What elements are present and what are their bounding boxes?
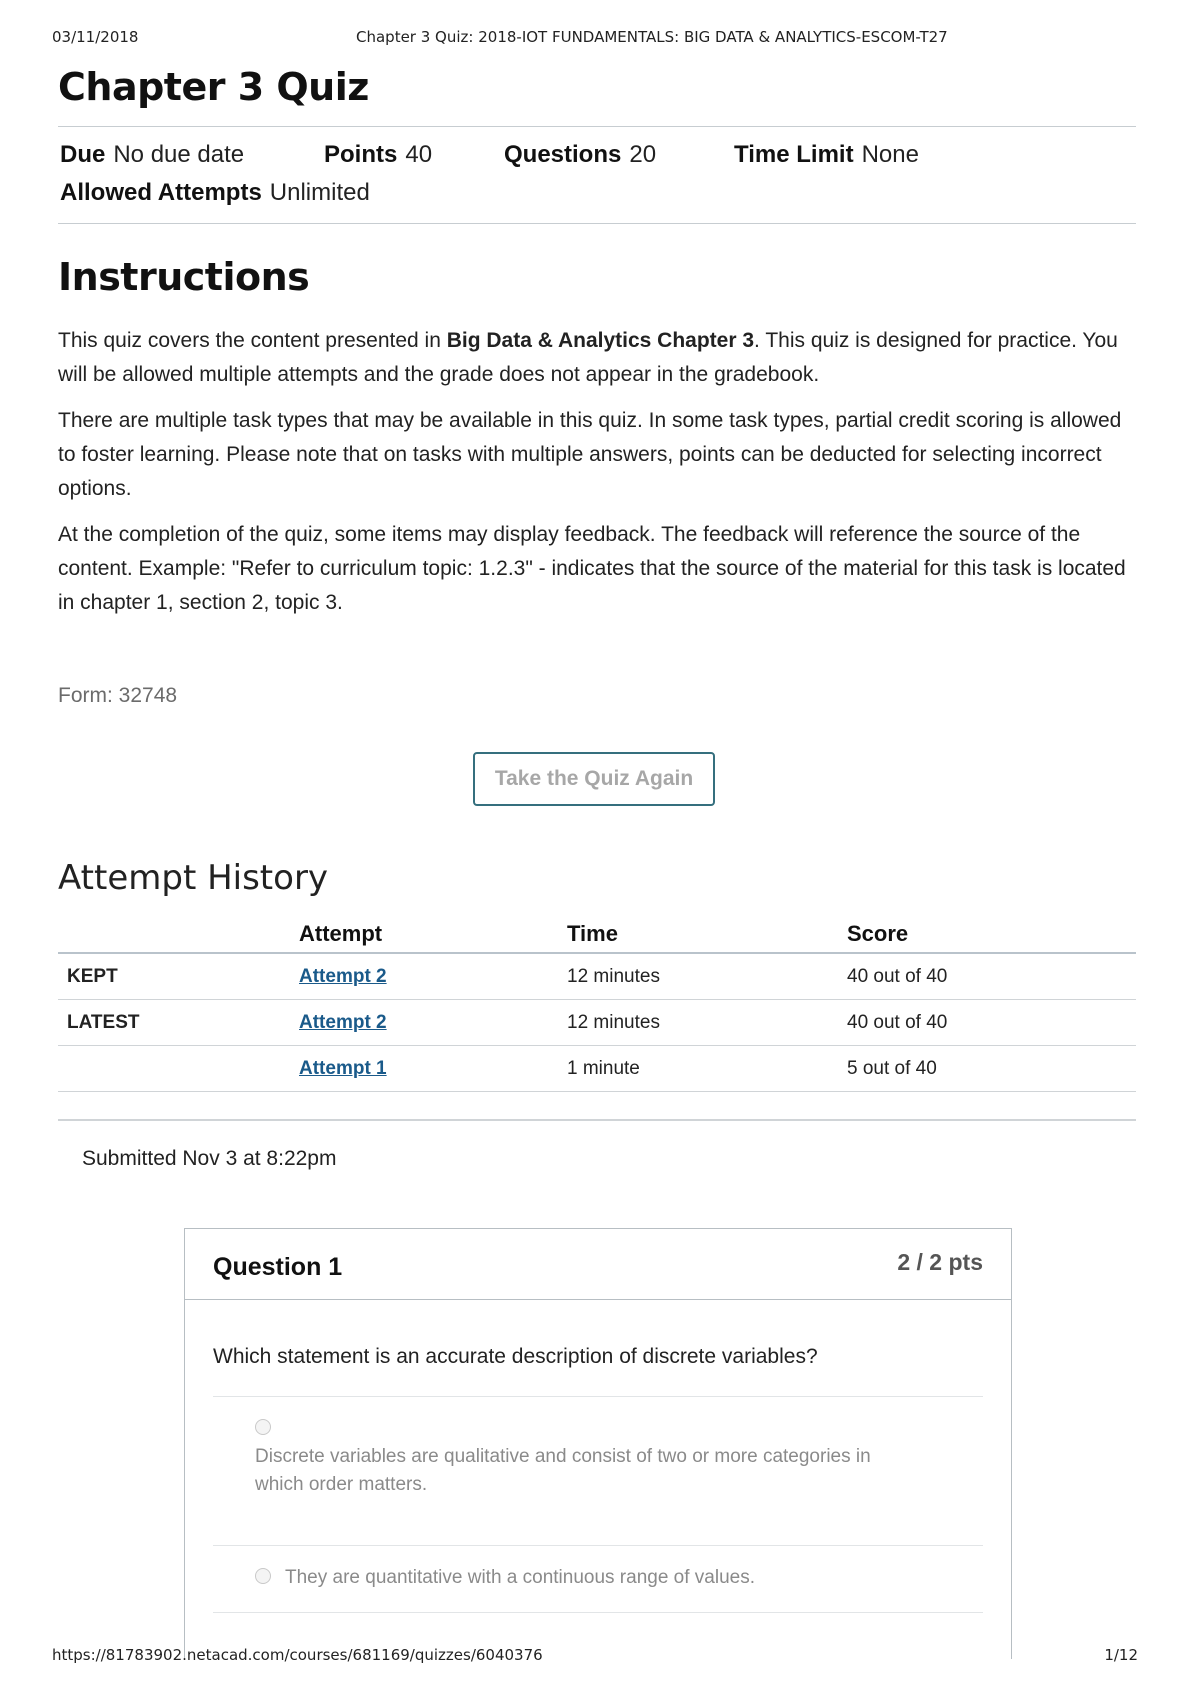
print-header <box>52 28 1138 48</box>
meta-points-value: 40 <box>405 141 433 168</box>
attempt-time: 12 minutes <box>567 953 847 1000</box>
meta-attempts-label: Allowed Attempts <box>60 179 262 206</box>
attempt-history-table <box>58 914 1136 1092</box>
question-points: 2 / 2 pts <box>897 1249 983 1275</box>
print-footer <box>52 1646 1138 1666</box>
answer-text: Discrete variables are qualitative and consist of two or more categories in which order matters. <box>255 1446 871 1495</box>
row-label: KEPT <box>58 953 299 1000</box>
attempt-link[interactable]: Attempt 1 <box>299 1057 387 1079</box>
instructions-p1-text: This quiz covers the content presented in <box>58 329 447 352</box>
instructions-paragraph-1 <box>58 324 1136 392</box>
attempt-history-heading: Attempt History <box>58 858 329 898</box>
instructions-p1-text-end: . This quiz is designed for practice. You will be allowed multiple attempts and the grade does not appear in the gradebook. <box>58 329 1118 386</box>
instructions-heading: Instructions <box>58 255 310 299</box>
column-header-label <box>58 914 299 953</box>
print-url: https://81783902.netacad.com/courses/681169/quizzes/6040376 <box>52 1646 543 1664</box>
question-header <box>185 1229 1011 1300</box>
row-label: LATEST <box>58 1000 299 1046</box>
print-page-title: Chapter 3 Quiz: 2018-IOT FUNDAMENTALS: BIG DATA & ANALYTICS-ESCOM-T27 <box>356 28 948 46</box>
meta-questions-label: Questions <box>504 141 622 168</box>
table-row <box>58 953 1136 1000</box>
attempt-link[interactable]: Attempt 2 <box>299 965 387 987</box>
attempt-history-header-row <box>58 914 1136 953</box>
submitted-timestamp: Submitted Nov 3 at 8:22pm <box>82 1147 337 1170</box>
section-divider <box>58 1119 1136 1121</box>
answer-option[interactable] <box>213 1396 983 1545</box>
meta-points <box>324 141 432 169</box>
question-title: Question 1 <box>213 1253 343 1281</box>
quiz-content <box>58 58 1136 1171</box>
attempt-link[interactable]: Attempt 2 <box>299 1011 387 1033</box>
print-date: 03/11/2018 <box>52 28 139 46</box>
meta-due-value: No due date <box>113 141 245 168</box>
meta-points-label: Points <box>324 141 398 168</box>
meta-due <box>60 141 244 169</box>
attempt-time: 12 minutes <box>567 1000 847 1046</box>
column-header-attempt: Attempt <box>299 914 567 953</box>
answer-text: They are quantitative with a continuous range of values. <box>285 1567 756 1588</box>
meta-time-limit <box>734 141 919 169</box>
question-text: Which statement is an accurate description of discrete variables? <box>213 1345 818 1368</box>
instructions-paragraph-2: There are multiple task types that may be available in this quiz. In some task types, partial credit scoring is allowed to foster learning. Please note that on tasks with multiple answers, points can be deducted for selecting incorrect options. <box>58 409 1122 500</box>
attempt-score: 5 out of 40 <box>847 1046 1136 1092</box>
attempt-score: 40 out of 40 <box>847 1000 1136 1046</box>
instructions-paragraph-3: At the completion of the quiz, some items may display feedback. The feedback will reference the source of the content. Example: "Refer to curriculum topic: 1.2.3" - indicates that the source of the material for this task is located in chapter 1, section 2, topic 3. <box>58 523 1126 614</box>
question-card <box>184 1228 1012 1659</box>
attempt-time: 1 minute <box>567 1046 847 1092</box>
instructions-p1-bold: Big Data & Analytics Chapter 3 <box>446 329 755 352</box>
answer-option[interactable] <box>213 1545 983 1612</box>
meta-attempts <box>60 179 370 207</box>
meta-due-label: Due <box>60 141 106 168</box>
column-header-score: Score <box>847 914 1136 953</box>
print-page-number: 1/12 <box>1104 1646 1138 1664</box>
take-quiz-again-button[interactable]: Take the Quiz Again <box>473 752 715 806</box>
answer-list <box>213 1396 983 1653</box>
take-again-wrap <box>58 752 1136 806</box>
meta-questions <box>504 141 656 169</box>
column-header-time: Time <box>567 914 847 953</box>
table-row <box>58 1000 1136 1046</box>
quiz-meta <box>58 126 1136 224</box>
meta-time-label: Time Limit <box>734 141 854 168</box>
row-label <box>58 1046 299 1092</box>
page-title: Chapter 3 Quiz <box>58 65 369 109</box>
meta-time-value: None <box>861 141 919 168</box>
attempt-score: 40 out of 40 <box>847 953 1136 1000</box>
meta-questions-value: 20 <box>629 141 657 168</box>
radio-icon[interactable] <box>255 1568 271 1584</box>
meta-attempts-value: Unlimited <box>269 179 370 206</box>
form-id: Form: 32748 <box>58 684 178 707</box>
radio-icon[interactable] <box>255 1419 271 1435</box>
table-row <box>58 1046 1136 1092</box>
